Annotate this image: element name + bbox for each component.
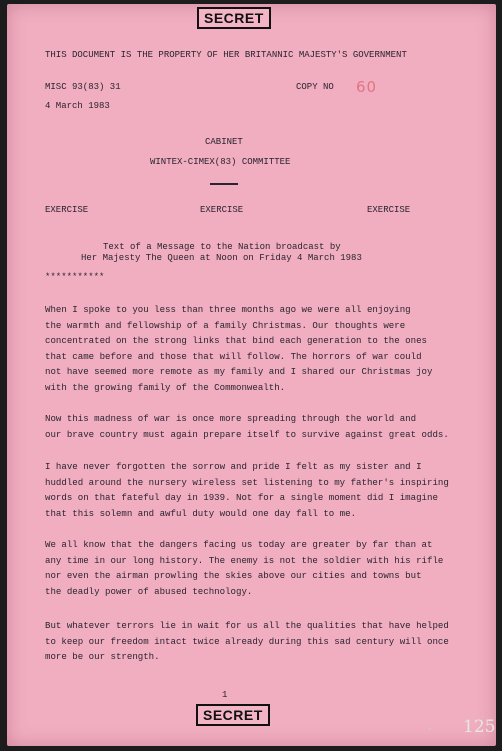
paragraph-line: not have seemed more remote as my family and I shared our Christmas joy <box>45 366 433 378</box>
copy-number: 60 <box>356 78 378 96</box>
document-reference: MISC 93(83) 31 <box>45 82 121 92</box>
secret-stamp-bottom: SECRET <box>196 704 270 726</box>
page-number: 1 <box>222 690 228 700</box>
document-date: 4 March 1983 <box>45 101 110 111</box>
paragraph-line: our brave country must again prepare itself to survive against great odds. <box>45 428 449 440</box>
paragraph-line: with the growing family of the Commonwealth. <box>45 381 286 393</box>
paragraph-line: that this solemn and awful duty would one day fall to me. <box>45 507 357 519</box>
paragraph-line: Now this madness of war is once more spreading through the world and <box>45 413 417 424</box>
paragraph-line: to keep our freedom intact twice already during this sad century will once <box>45 635 449 647</box>
exercise-label-right: EXERCISE <box>367 205 411 215</box>
paragraph-line: We all know that the dangers facing us today are greater by far than at <box>45 539 433 550</box>
secret-stamp-top: SECRET <box>197 7 271 29</box>
margin-dash-mark: - <box>428 722 432 735</box>
heading-committee: WINTEX-CIMEX(83) COMMITTEE <box>150 157 291 167</box>
paragraph-line: huddled around the nursery wireless set listening to my father's inspiring <box>45 476 449 488</box>
property-line: THIS DOCUMENT IS THE PROPERTY OF HER BRITANNIC MAJESTY'S GOVERNMENT <box>45 50 407 60</box>
paragraph-line: But whatever terrors lie in wait for us all the qualities that have helped <box>45 620 449 631</box>
paragraph-line: When I spoke to you less than three months ago we were all enjoying <box>45 304 411 315</box>
paragraph-line: that came before and those that will follow. The horrors of war could <box>45 350 422 362</box>
paragraph-1 <box>45 302 460 396</box>
heading-rule <box>210 183 238 185</box>
exercise-label-left: EXERCISE <box>45 205 89 215</box>
asterisk-divider: *********** <box>45 272 105 282</box>
paragraph-line: the warmth and fellowship of a family Christmas. Our thoughts were <box>45 319 406 331</box>
heading-cabinet: CABINET <box>205 137 243 147</box>
paragraph-line: the deadly power of abused technology. <box>45 585 253 597</box>
paragraph-2 <box>45 411 460 442</box>
exercise-label-center: EXERCISE <box>200 205 244 215</box>
paragraph-5 <box>45 618 460 665</box>
paragraph-4 <box>45 537 460 599</box>
paragraph-line: more be our strength. <box>45 651 160 663</box>
paragraph-line: concentrated on the strong links that bind each generation to the ones <box>45 335 427 347</box>
paragraph-line: words on that fateful day in 1939. Not for a single moment did I imagine <box>45 492 438 504</box>
paragraph-line: I have never forgotten the sorrow and pride I felt as my sister and I <box>45 461 422 472</box>
archive-page-number: 125 <box>463 717 496 737</box>
paragraph-3 <box>45 459 460 521</box>
subtitle-line-2: Her Majesty The Queen at Noon on Friday 4 March 1983 <box>81 253 362 263</box>
subtitle-line-1: Text of a Message to the Nation broadcast by <box>103 242 341 252</box>
paragraph-line: nor even the airman prowling the skies above our cities and towns but <box>45 570 422 582</box>
paragraph-line: any time in our long history. The enemy is not the soldier with his rifle <box>45 554 444 566</box>
copy-label: COPY NO <box>296 82 334 92</box>
